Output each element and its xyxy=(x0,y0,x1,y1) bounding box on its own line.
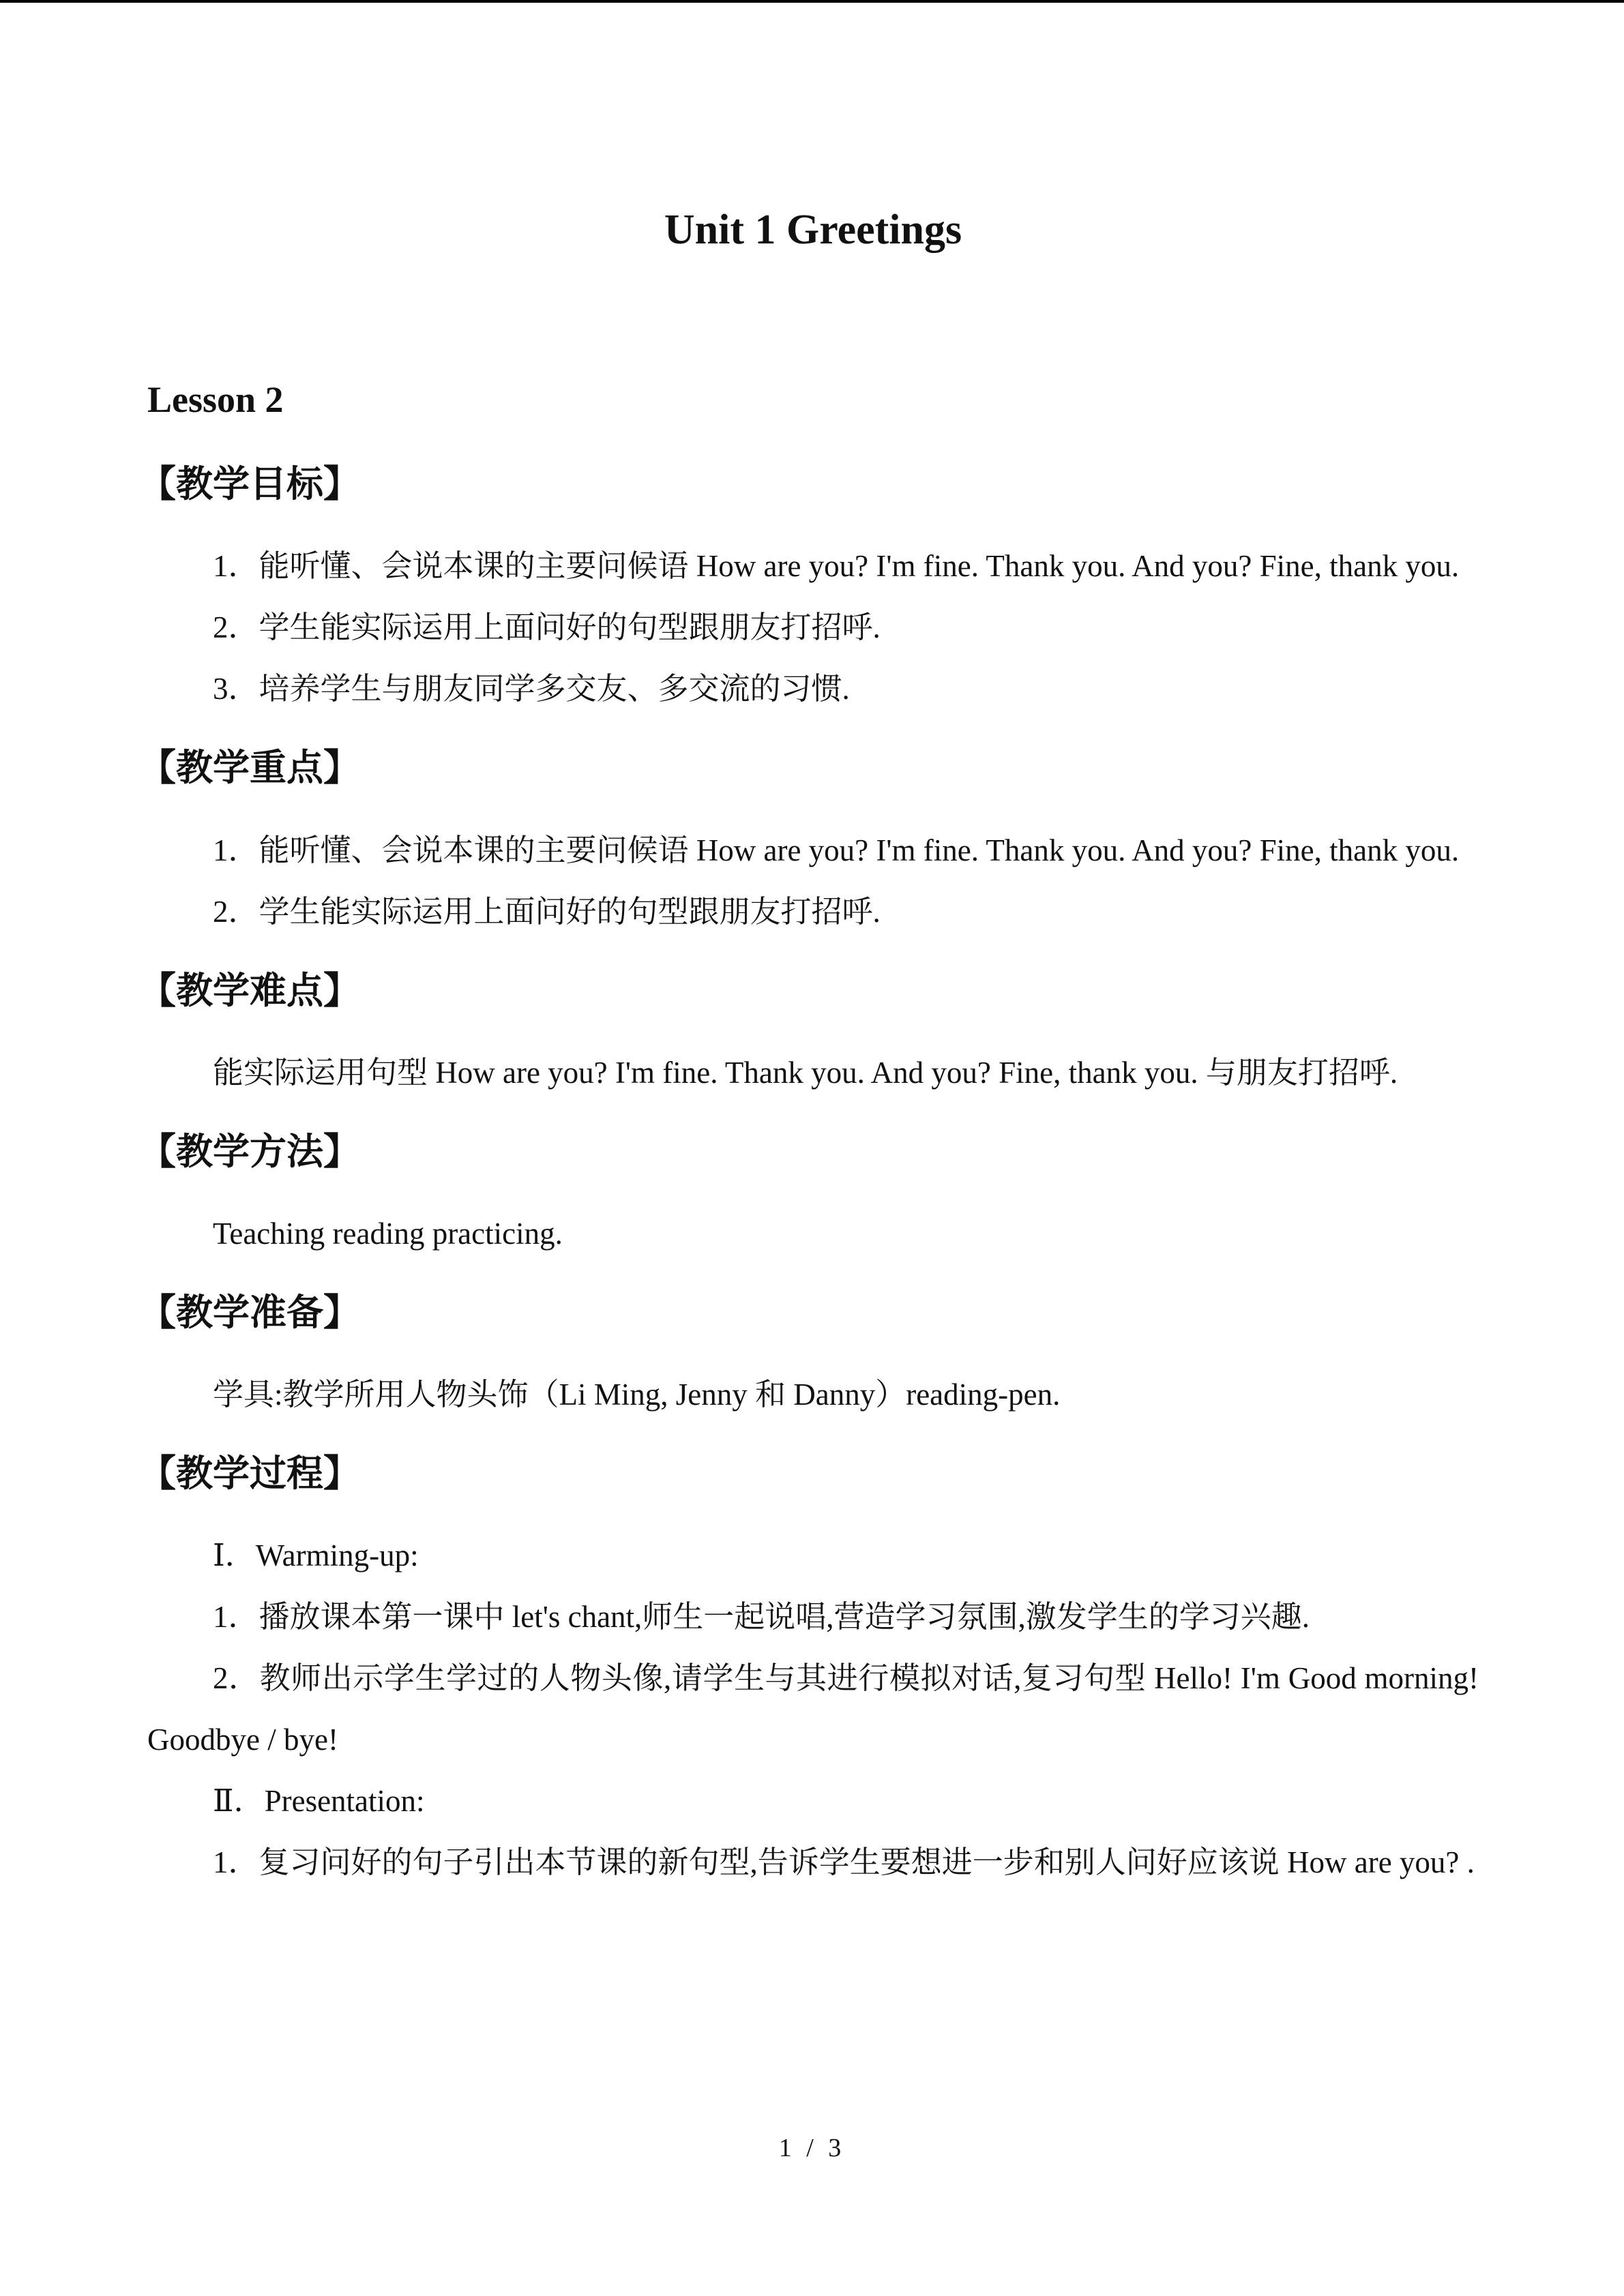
paragraph: 1．能听懂、会说本课的主要问候语 How are you? I'm fine. Thank you. And you? Fine, thank you. xyxy=(213,833,1460,867)
paragraph: 1．复习问好的句子引出本节课的新句型,告诉学生要想进一步和别人问好应该说 How are you? . xyxy=(213,1845,1475,1880)
section-heading: 【教学目标】 xyxy=(139,462,360,506)
section-heading: 【教学准备】 xyxy=(139,1290,360,1334)
paragraph: 学具:教学所用人物头饰（Li Ming, Jenny 和 Danny）reading-pen. xyxy=(213,1377,1061,1412)
section-heading: 【教学难点】 xyxy=(139,968,360,1012)
document-body xyxy=(139,205,1479,1893)
section-objectives xyxy=(139,460,1479,719)
section-heading: 【教学过程】 xyxy=(139,1452,360,1495)
paragraph: Ⅰ．Warming-up: xyxy=(213,1538,419,1573)
paragraph: 1．能听懂、会说本课的主要问候语 How are you? I'm fine. Thank you. And you? Fine, thank you. xyxy=(213,549,1460,584)
page-top-border xyxy=(0,0,1624,3)
paragraph: 1．播放课本第一课中 let's chant,师生一起说唱,营造学习氛围,激发学生的学习兴趣. xyxy=(213,1600,1310,1635)
page-number: 1 / 3 xyxy=(778,2134,846,2162)
section-methods xyxy=(139,1128,1479,1264)
paragraph: 能实际运用句型 How are you? I'm fine. Thank you. And you? Fine, thank you. 与朋友打招呼. xyxy=(213,1055,1398,1090)
paragraph: 2．教师出示学生学过的人物头像,请学生与其进行模拟对话,复习句型 Hello! I'm Good morning! Goodbye / bye! xyxy=(147,1661,1479,1757)
paragraph: 3．培养学生与朋友同学多交友、多交流的习惯. xyxy=(213,672,850,706)
paragraph: Ⅱ．Presentation: xyxy=(213,1784,425,1819)
section-heading: 【教学重点】 xyxy=(139,746,360,790)
section-heading: 【教学方法】 xyxy=(139,1129,360,1173)
section-process xyxy=(139,1450,1479,1893)
paragraph: Teaching reading practicing. xyxy=(213,1216,563,1251)
section-difficulties xyxy=(139,967,1479,1103)
lesson-label: Lesson 2 xyxy=(147,379,284,421)
section-key-points xyxy=(139,744,1479,942)
section-preparation xyxy=(139,1289,1479,1425)
paragraph: 2．学生能实际运用上面问好的句型跟朋友打招呼. xyxy=(213,894,881,929)
paragraph: 2．学生能实际运用上面问好的句型跟朋友打招呼. xyxy=(213,610,881,645)
document-title: Unit 1 Greetings xyxy=(664,207,962,253)
